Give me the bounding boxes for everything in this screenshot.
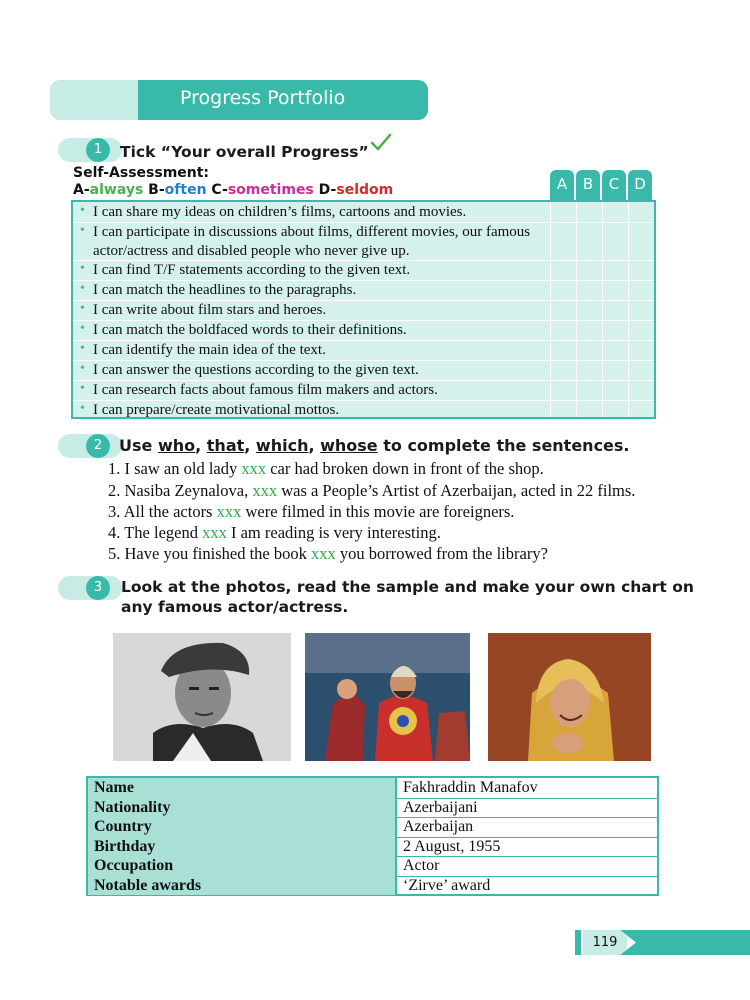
bullet-icon: •: [80, 301, 85, 316]
actress-photo: [488, 633, 651, 761]
tick-cell-d[interactable]: [628, 340, 654, 360]
column-header-a: A: [550, 170, 574, 200]
sentence-text: 5. Have you finished the book: [108, 544, 312, 563]
profile-key: Name: [88, 778, 397, 798]
bullet-icon: •: [80, 361, 85, 376]
tick-cell-b[interactable]: [576, 360, 602, 380]
tick-cell-d[interactable]: [628, 260, 654, 280]
statement-text: I can participate in discussions about films, different movies, our famous actor/actress and disabled people who never give up.: [93, 224, 531, 259]
sentence-text: you borrowed from the library?: [335, 544, 548, 563]
statement-text: I can share my ideas on children’s films, cartoons and movies.: [93, 204, 467, 220]
legend-often: often: [164, 182, 207, 198]
profile-key: Birthday: [88, 837, 397, 857]
table-row: [73, 400, 654, 417]
tick-cell-b[interactable]: [576, 320, 602, 340]
section-3-number: 3: [86, 576, 110, 600]
table-row: [88, 876, 657, 896]
sentence-1: [108, 459, 544, 479]
sentence-4: [108, 523, 441, 543]
tick-cell-b[interactable]: [576, 222, 602, 260]
instruction-rest: to complete the sentences.: [383, 436, 630, 455]
table-row: [88, 856, 657, 877]
statement-text: I can find T/F statements according to the given text.: [93, 262, 411, 278]
table-row: [73, 380, 654, 401]
sentence-2: [108, 481, 635, 501]
legend-sometimes: sometimes: [227, 182, 314, 198]
bullet-icon: •: [80, 321, 85, 336]
bullet-icon: •: [80, 281, 85, 296]
tick-cell-b[interactable]: [576, 400, 602, 417]
sentence-text: 3. All the actors: [108, 502, 217, 521]
statement-text: I can answer the questions according to the given text.: [93, 362, 419, 378]
tick-cell-d[interactable]: [628, 380, 654, 400]
section-1-number: 1: [86, 138, 110, 162]
statement-text: I can identify the main idea of the text.: [93, 342, 326, 358]
column-header-c: C: [602, 170, 626, 200]
profile-key: Notable awards: [88, 876, 397, 896]
section-2-instruction: Use who, that, which, whose to complete the sentences.: [119, 436, 630, 455]
self-assessment-label: Self-Assessment:: [73, 165, 210, 181]
tick-cell-c[interactable]: [602, 222, 628, 260]
actor-profile-table: [86, 776, 659, 896]
profile-value: Azerbaijani: [403, 798, 478, 816]
profile-value: Actor: [403, 857, 440, 874]
legend-c-prefix: C-: [206, 182, 228, 198]
legend-a-prefix: A-: [73, 182, 90, 198]
profile-key: Occupation: [88, 856, 397, 876]
instruction-use: Use: [119, 436, 153, 455]
profile-key: Country: [88, 817, 397, 837]
table-row: [88, 837, 657, 858]
tick-cell-a[interactable]: [550, 380, 576, 400]
tick-cell-c[interactable]: [602, 400, 628, 417]
tick-cell-b[interactable]: [576, 340, 602, 360]
table-row: [73, 340, 654, 361]
sentence-3: [108, 502, 514, 522]
page-header-banner: [50, 80, 378, 120]
column-header-b: B: [576, 170, 600, 200]
table-row: [73, 360, 654, 381]
tick-cell-a[interactable]: [550, 340, 576, 360]
tick-cell-c[interactable]: [602, 380, 628, 400]
statement-text: I can research facts about famous film makers and actors.: [93, 382, 438, 398]
table-row: [73, 300, 654, 321]
bullet-icon: •: [80, 341, 85, 356]
bullet-icon: •: [80, 401, 85, 416]
tick-cell-c[interactable]: [602, 340, 628, 360]
tick-cell-a[interactable]: [550, 280, 576, 300]
sentence-text: 2. Nasiba Zeynalova,: [108, 481, 253, 500]
blank-placeholder: xxx: [241, 459, 267, 478]
bullet-icon: •: [80, 223, 85, 238]
section-3-instruction-line-1: Look at the photos, read the sample and make your own chart on: [121, 578, 694, 596]
tick-cell-a[interactable]: [550, 222, 576, 260]
tick-cell-d[interactable]: [628, 360, 654, 380]
bullet-icon: •: [80, 261, 85, 276]
self-assessment-table: [71, 200, 656, 419]
word-whose: whose: [320, 436, 378, 455]
tick-cell-c[interactable]: [602, 300, 628, 320]
page-title: Progress Portfolio: [180, 87, 346, 109]
table-row: [88, 817, 657, 838]
tick-cell-c[interactable]: [602, 280, 628, 300]
blank-placeholder: xxx: [311, 544, 336, 563]
sentence-5: [108, 544, 548, 564]
profile-value: Azerbaijan: [403, 818, 474, 835]
word-which: which: [255, 436, 309, 455]
tick-cell-d[interactable]: [628, 222, 654, 260]
section-1-title: Tick “Your overall Progress”: [120, 143, 369, 161]
profile-value: Fakhraddin Manafov: [403, 779, 538, 796]
profile-key: Nationality: [88, 798, 397, 818]
tick-cell-d[interactable]: [628, 320, 654, 340]
tick-cell-b[interactable]: [576, 202, 602, 222]
assessment-legend: [73, 182, 393, 198]
tick-cell-a[interactable]: [550, 320, 576, 340]
table-row: [73, 202, 654, 223]
tick-cell-a[interactable]: [550, 360, 576, 380]
statement-text: I can match the headlines to the paragraphs.: [93, 282, 357, 298]
profile-value: ‘Zirve’ award: [403, 876, 491, 894]
tick-cell-d[interactable]: [628, 300, 654, 320]
sentence-text: car had broken down in front of the shop.: [266, 459, 544, 478]
page-arrow-icon: [620, 930, 750, 955]
legend-always: always: [89, 182, 144, 198]
section-2-number: 2: [86, 434, 110, 458]
profile-value: 2 August, 1955: [403, 837, 501, 855]
bullet-icon: •: [80, 381, 85, 396]
blank-placeholder: xxx: [252, 481, 278, 500]
sentence-text: 4. The legend: [108, 523, 203, 542]
section-3-instruction-line-2: any famous actor/actress.: [121, 598, 349, 616]
table-row: [73, 222, 654, 261]
tick-cell-c[interactable]: [602, 320, 628, 340]
actor-photo-bw: [113, 633, 291, 761]
tick-cell-a[interactable]: [550, 202, 576, 222]
tick-cell-c[interactable]: [602, 202, 628, 222]
sentence-text: was a People’s Artist of Azerbaijan, acted in 22 films.: [277, 481, 636, 500]
actors-costume-photo: [305, 633, 470, 761]
table-row: [88, 778, 657, 799]
tick-cell-b[interactable]: [576, 380, 602, 400]
tick-cell-b[interactable]: [576, 300, 602, 320]
word-who: who: [157, 436, 196, 455]
tick-cell-c[interactable]: [602, 360, 628, 380]
table-row: [73, 260, 654, 281]
page-number: 119: [583, 930, 627, 955]
tick-cell-d[interactable]: [628, 202, 654, 222]
tick-cell-b[interactable]: [576, 280, 602, 300]
column-header-d: D: [628, 170, 652, 200]
legend-b-prefix: B-: [143, 182, 165, 198]
sentence-text: I am reading is very interesting.: [226, 523, 441, 542]
tick-cell-a[interactable]: [550, 300, 576, 320]
tick-cell-d[interactable]: [628, 280, 654, 300]
bullet-icon: •: [80, 203, 85, 218]
legend-seldom: seldom: [336, 182, 394, 198]
statement-text: I can match the boldfaced words to their definitions.: [93, 322, 407, 338]
table-row: [73, 320, 654, 341]
sentence-text: were filmed in this movie are foreigners.: [241, 502, 515, 521]
table-row: [88, 798, 657, 819]
tick-cell-b[interactable]: [576, 260, 602, 280]
blank-placeholder: xxx: [202, 523, 227, 542]
statement-text: I can write about film stars and heroes.: [93, 302, 327, 318]
blank-placeholder: xxx: [216, 502, 242, 521]
sentence-text: 1. I saw an old lady: [108, 459, 242, 478]
page-number-accent: [575, 930, 581, 955]
tick-cell-a[interactable]: [550, 260, 576, 280]
checkmark-icon: [370, 133, 392, 153]
statement-text: I can prepare/create motivational mottos.: [93, 402, 340, 418]
tick-cell-c[interactable]: [602, 260, 628, 280]
tick-cell-d[interactable]: [628, 400, 654, 417]
tick-cell-a[interactable]: [550, 400, 576, 417]
legend-d-prefix: D-: [313, 182, 337, 198]
word-that: that: [206, 436, 245, 455]
table-row: [73, 280, 654, 301]
